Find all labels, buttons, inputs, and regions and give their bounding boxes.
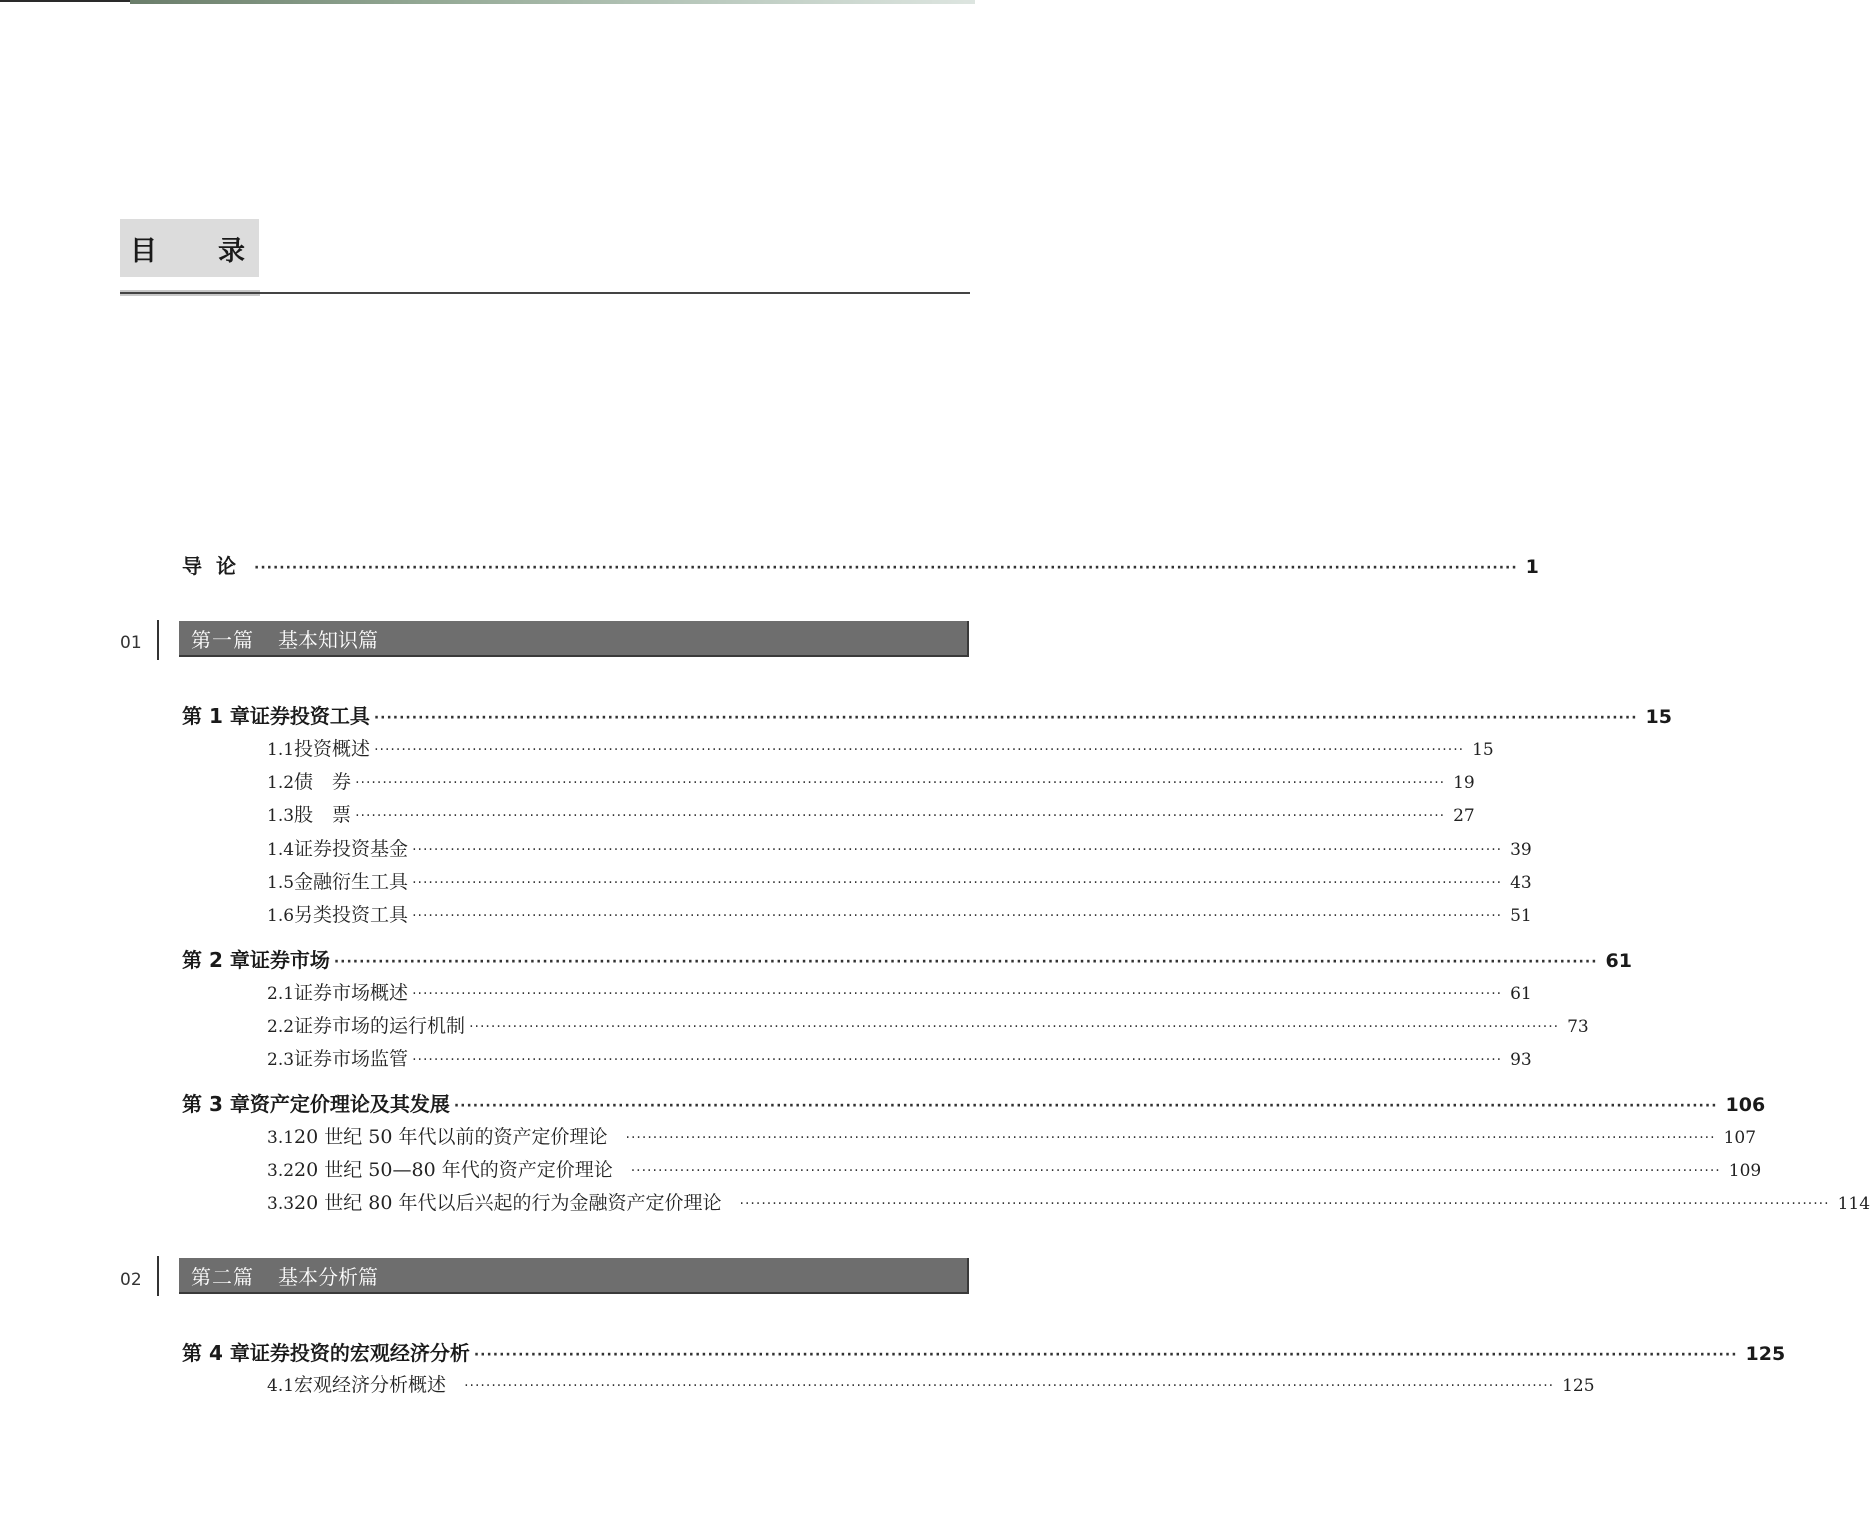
page-title-char-1: 目: [130, 235, 157, 267]
section-page: 114: [1837, 1194, 1870, 1214]
chapter-page: 15: [1645, 706, 1672, 728]
toc-section[interactable]: [267, 867, 1532, 894]
section-number: 1.2: [267, 773, 295, 793]
dot-leader: ········································································································································································································: [374, 742, 1465, 758]
dot-leader: ········································································································································································································: [625, 1130, 1716, 1146]
section-page: 43: [1510, 873, 1532, 893]
section-page: 27: [1453, 806, 1475, 826]
dot-leader: ········································································································································································································: [412, 1052, 1503, 1068]
part-number: 02: [120, 1270, 142, 1290]
dot-leader: ········································································································································································································: [254, 560, 1518, 576]
section-title: 另类投资工具: [294, 904, 409, 926]
toc-section[interactable]: [267, 734, 1494, 761]
title-rule: [120, 292, 970, 294]
part-label: 第二篇: [191, 1264, 254, 1289]
section-title: 证券市场监管: [294, 1048, 409, 1070]
section-number: 2.1: [267, 984, 295, 1004]
toc-section[interactable]: [267, 1122, 1757, 1149]
chapter-number: 第 4 章: [182, 1341, 250, 1365]
section-page: 107: [1723, 1128, 1757, 1148]
section-page: 39: [1510, 840, 1532, 860]
section-page: 109: [1728, 1161, 1762, 1181]
section-number: 3.2: [267, 1161, 295, 1181]
page-title-char-2: 录: [218, 235, 245, 267]
dot-leader: ········································································································································································································: [473, 1347, 1738, 1363]
section-page: 51: [1510, 906, 1532, 926]
chapter-number: 第 1 章: [182, 704, 250, 728]
section-title: 金融衍生工具: [294, 871, 409, 893]
section-number: 1.3: [267, 806, 295, 826]
dot-leader: ········································································································································································································: [630, 1163, 1721, 1179]
section-page: 61: [1510, 984, 1532, 1004]
section-title: 宏观经济分析概述: [294, 1374, 447, 1396]
section-number: 1.1: [267, 740, 295, 760]
dot-leader: ········································································································································································································: [355, 775, 1446, 791]
dot-leader: ········································································································································································································: [412, 842, 1503, 858]
section-title: 20 世纪 50—80 年代的资产定价理论: [294, 1159, 613, 1181]
section-page: 15: [1472, 740, 1494, 760]
chapter-title: 资产定价理论及其发展: [249, 1092, 450, 1116]
section-title: 证券投资基金: [294, 838, 409, 860]
section-title: 20 世纪 50 年代以前的资产定价理论: [294, 1126, 608, 1148]
part-name: 基本知识篇: [278, 627, 378, 652]
section-number: 3.1: [267, 1128, 295, 1148]
toc-section[interactable]: [267, 978, 1532, 1005]
section-page: 125: [1562, 1376, 1595, 1396]
toc-section[interactable]: [267, 767, 1475, 794]
part-label: 第一篇: [191, 627, 254, 652]
chapter-title: 证券市场: [249, 948, 330, 972]
part-divider: [157, 1256, 159, 1296]
section-number: 2.2: [267, 1017, 295, 1037]
chapter-title: 证券投资的宏观经济分析: [249, 1341, 470, 1365]
section-page: 19: [1453, 773, 1475, 793]
dot-leader: ········································································································································································································: [739, 1196, 1830, 1212]
section-number: 1.4: [267, 840, 295, 860]
toc-section[interactable]: [267, 1370, 1595, 1397]
chapter-page: 106: [1725, 1094, 1766, 1116]
page-title: [120, 219, 259, 277]
section-page: 93: [1510, 1050, 1532, 1070]
toc-chapter[interactable]: [182, 1337, 1786, 1366]
chapter-title: 证券投资工具: [249, 704, 370, 728]
section-number: 2.3: [267, 1050, 295, 1070]
intro-page: 1: [1525, 556, 1539, 578]
part-divider: [157, 620, 159, 660]
chapter-page: 61: [1605, 950, 1632, 972]
top-edge-line: [0, 0, 130, 2]
toc-section[interactable]: [267, 1044, 1532, 1071]
section-title: 20 世纪 80 年代以后兴起的行为金融资产定价理论: [294, 1192, 722, 1214]
section-number: 4.1: [267, 1376, 295, 1396]
dot-leader: ········································································································································································································: [373, 710, 1638, 726]
part-number: 01: [120, 633, 142, 653]
toc-section[interactable]: [267, 1155, 1762, 1182]
section-title: 债 券: [294, 771, 352, 793]
chapter-number: 第 3 章: [182, 1092, 250, 1116]
chapter-page: 125: [1745, 1343, 1786, 1365]
dot-leader: ········································································································································································································: [469, 1019, 1560, 1035]
toc-section[interactable]: [267, 900, 1532, 927]
toc-section[interactable]: [267, 834, 1532, 861]
dot-leader: ········································································································································································································: [333, 954, 1598, 970]
dot-leader: ········································································································································································································: [453, 1098, 1718, 1114]
dot-leader: ········································································································································································································: [412, 986, 1503, 1002]
part-banner[interactable]: [179, 1258, 969, 1294]
toc-section[interactable]: [267, 800, 1475, 827]
toc-section[interactable]: [267, 1188, 1870, 1215]
section-number: 1.6: [267, 906, 295, 926]
section-page: 73: [1567, 1017, 1589, 1037]
section-title: 股 票: [294, 804, 352, 826]
section-title: 投资概述: [294, 738, 371, 760]
part-name: 基本分析篇: [278, 1264, 378, 1289]
section-title: 证券市场概述: [294, 982, 409, 1004]
top-decorative-stripe: [130, 0, 975, 4]
dot-leader: ········································································································································································································: [412, 875, 1503, 891]
toc-intro[interactable]: [182, 550, 1539, 579]
section-number: 1.5: [267, 873, 295, 893]
dot-leader: ········································································································································································································: [412, 908, 1503, 924]
dot-leader: ········································································································································································································: [464, 1378, 1555, 1394]
dot-leader: ········································································································································································································: [355, 808, 1446, 824]
section-title: 证券市场的运行机制: [294, 1015, 466, 1037]
toc-chapter[interactable]: [182, 944, 1632, 973]
toc-section[interactable]: [267, 1011, 1589, 1038]
part-banner[interactable]: [179, 621, 969, 657]
toc-chapter[interactable]: [182, 700, 1672, 729]
intro-label: 导论: [182, 554, 250, 578]
section-number: 3.3: [267, 1194, 295, 1214]
chapter-number: 第 2 章: [182, 948, 250, 972]
toc-chapter[interactable]: [182, 1088, 1766, 1117]
